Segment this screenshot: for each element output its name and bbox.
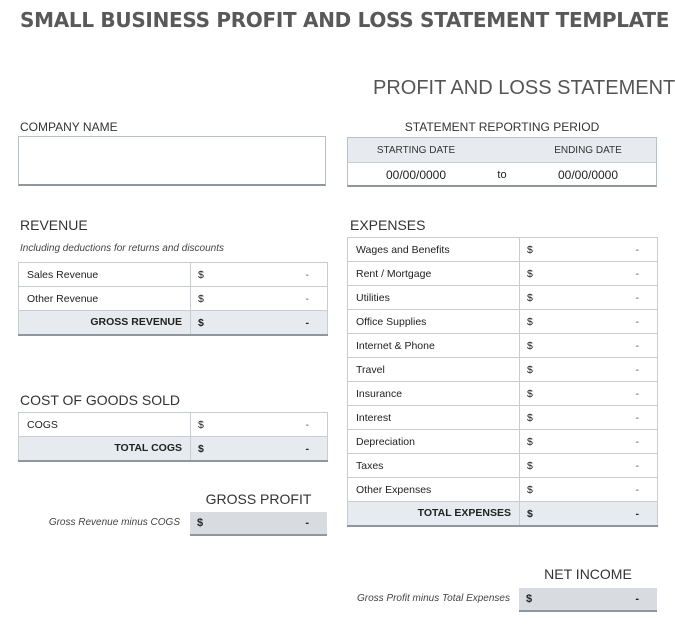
starting-date-value[interactable]: 00/00/0000 — [385, 168, 447, 182]
table-row — [348, 262, 658, 286]
table-row — [348, 454, 658, 478]
amount-value: - — [305, 269, 309, 281]
expense-row-label: Travel — [348, 358, 520, 382]
amount-value: - — [635, 268, 639, 280]
period-header-row — [348, 138, 656, 163]
amount-value: - — [305, 293, 309, 305]
table-row — [19, 287, 328, 311]
amount-value: - — [305, 419, 309, 431]
currency-symbol: $ — [527, 436, 533, 448]
expense-row-label: Interest — [348, 406, 520, 430]
currency-symbol: $ — [527, 268, 533, 280]
amount-value: - — [635, 244, 639, 256]
amount-value: - — [305, 517, 309, 529]
expense-row-label: Depreciation — [348, 430, 520, 454]
total-expenses-label: TOTAL EXPENSES — [348, 502, 520, 526]
table-row — [19, 263, 328, 287]
page-title: SMALL BUSINESS PROFIT AND LOSS STATEMENT TEMPLATE — [20, 8, 670, 32]
currency-symbol: $ — [527, 460, 533, 472]
gross-revenue-amount — [191, 311, 328, 335]
table-row — [348, 382, 658, 406]
currency-symbol: $ — [527, 364, 533, 376]
expense-row-label: Wages and Benefits — [348, 238, 520, 262]
reporting-period-box — [347, 137, 657, 187]
expense-row-amount[interactable] — [520, 238, 658, 262]
expense-row-amount[interactable] — [520, 406, 658, 430]
amount-value: - — [305, 443, 309, 455]
amount-value: - — [635, 292, 639, 304]
statement-heading: PROFIT AND LOSS STATEMENT — [373, 77, 675, 99]
company-name-field[interactable] — [18, 136, 326, 186]
total-expenses-amount — [520, 502, 658, 526]
revenue-row-label: Sales Revenue — [19, 263, 191, 287]
revenue-row-label: Other Revenue — [19, 287, 191, 311]
expense-row-amount[interactable] — [520, 430, 658, 454]
net-income-note: Gross Profit minus Total Expenses — [356, 593, 510, 604]
expense-row-amount[interactable] — [520, 358, 658, 382]
expense-row-label: Other Expenses — [348, 478, 520, 502]
amount-value: - — [305, 317, 309, 329]
currency-symbol: $ — [526, 593, 533, 605]
expense-row-label: Rent / Mortgage — [348, 262, 520, 286]
amount-value: - — [635, 412, 639, 424]
currency-symbol: $ — [527, 484, 533, 496]
expense-row-label: Taxes — [348, 454, 520, 478]
expense-row-label: Utilities — [348, 286, 520, 310]
total-cogs-row — [19, 437, 328, 461]
gross-profit-heading: GROSS PROFIT — [205, 491, 312, 507]
currency-symbol: $ — [527, 292, 533, 304]
amount-value: - — [635, 436, 639, 448]
currency-symbol: $ — [527, 508, 533, 520]
company-name-label: COMPANY NAME — [20, 120, 118, 134]
table-row — [348, 310, 658, 334]
cogs-table — [18, 412, 328, 462]
expense-row-amount[interactable] — [520, 334, 658, 358]
total-cogs-label: TOTAL COGS — [19, 437, 191, 461]
currency-symbol: $ — [198, 269, 204, 281]
table-row — [19, 413, 328, 437]
expense-row-label: Insurance — [348, 382, 520, 406]
currency-symbol: $ — [198, 443, 204, 455]
amount-value: - — [635, 340, 639, 352]
table-row — [348, 406, 658, 430]
currency-symbol: $ — [198, 419, 204, 431]
expense-row-label: Office Supplies — [348, 310, 520, 334]
total-expenses-row — [348, 502, 658, 526]
currency-symbol: $ — [527, 244, 533, 256]
table-row — [348, 286, 658, 310]
expense-row-amount[interactable] — [520, 382, 658, 406]
ending-date-label: ENDING DATE — [554, 144, 622, 156]
table-row — [348, 430, 658, 454]
revenue-row-amount[interactable] — [191, 263, 328, 287]
table-row — [348, 478, 658, 502]
expense-row-label: Internet & Phone — [348, 334, 520, 358]
table-row — [348, 334, 658, 358]
cogs-row-label: COGS — [19, 413, 191, 437]
expense-row-amount[interactable] — [520, 454, 658, 478]
reporting-period-label: STATEMENT REPORTING PERIOD — [404, 120, 600, 134]
net-income-amount — [519, 588, 657, 612]
starting-date-label: STARTING DATE — [376, 144, 456, 156]
amount-value: - — [635, 593, 639, 605]
amount-value: - — [635, 388, 639, 400]
gross-revenue-label: GROSS REVENUE — [19, 311, 191, 335]
currency-symbol: $ — [527, 340, 533, 352]
revenue-table — [18, 262, 328, 336]
revenue-note: Including deductions for returns and discounts — [20, 243, 225, 254]
cogs-heading: COST OF GOODS SOLD — [20, 392, 180, 408]
period-values-row — [348, 163, 656, 187]
currency-symbol: $ — [198, 293, 204, 305]
amount-value: - — [635, 316, 639, 328]
currency-symbol: $ — [527, 316, 533, 328]
net-income-heading: NET INCOME — [544, 566, 632, 582]
amount-value: - — [635, 460, 639, 472]
total-cogs-amount — [191, 437, 328, 461]
gross-profit-note: Gross Revenue minus COGS — [48, 517, 180, 528]
table-row — [348, 238, 658, 262]
amount-value: - — [635, 364, 639, 376]
period-to-label: to — [497, 169, 507, 181]
amount-value: - — [635, 484, 639, 496]
currency-symbol: $ — [527, 412, 533, 424]
currency-symbol: $ — [197, 517, 204, 529]
table-row — [348, 358, 658, 382]
expenses-heading: EXPENSES — [350, 217, 426, 233]
expense-row-amount[interactable] — [520, 310, 658, 334]
cogs-row-amount[interactable] — [191, 413, 328, 437]
expense-row-amount[interactable] — [520, 262, 658, 286]
revenue-row-amount[interactable] — [191, 287, 328, 311]
currency-symbol: $ — [198, 317, 204, 329]
expense-row-amount[interactable] — [520, 286, 658, 310]
expense-row-amount[interactable] — [520, 478, 658, 502]
amount-value: - — [635, 508, 639, 520]
expenses-table — [347, 237, 658, 527]
gross-revenue-row — [19, 311, 328, 335]
currency-symbol: $ — [527, 388, 533, 400]
revenue-heading: REVENUE — [20, 217, 88, 233]
ending-date-value[interactable]: 00/00/0000 — [557, 168, 619, 182]
gross-profit-amount — [190, 512, 327, 536]
